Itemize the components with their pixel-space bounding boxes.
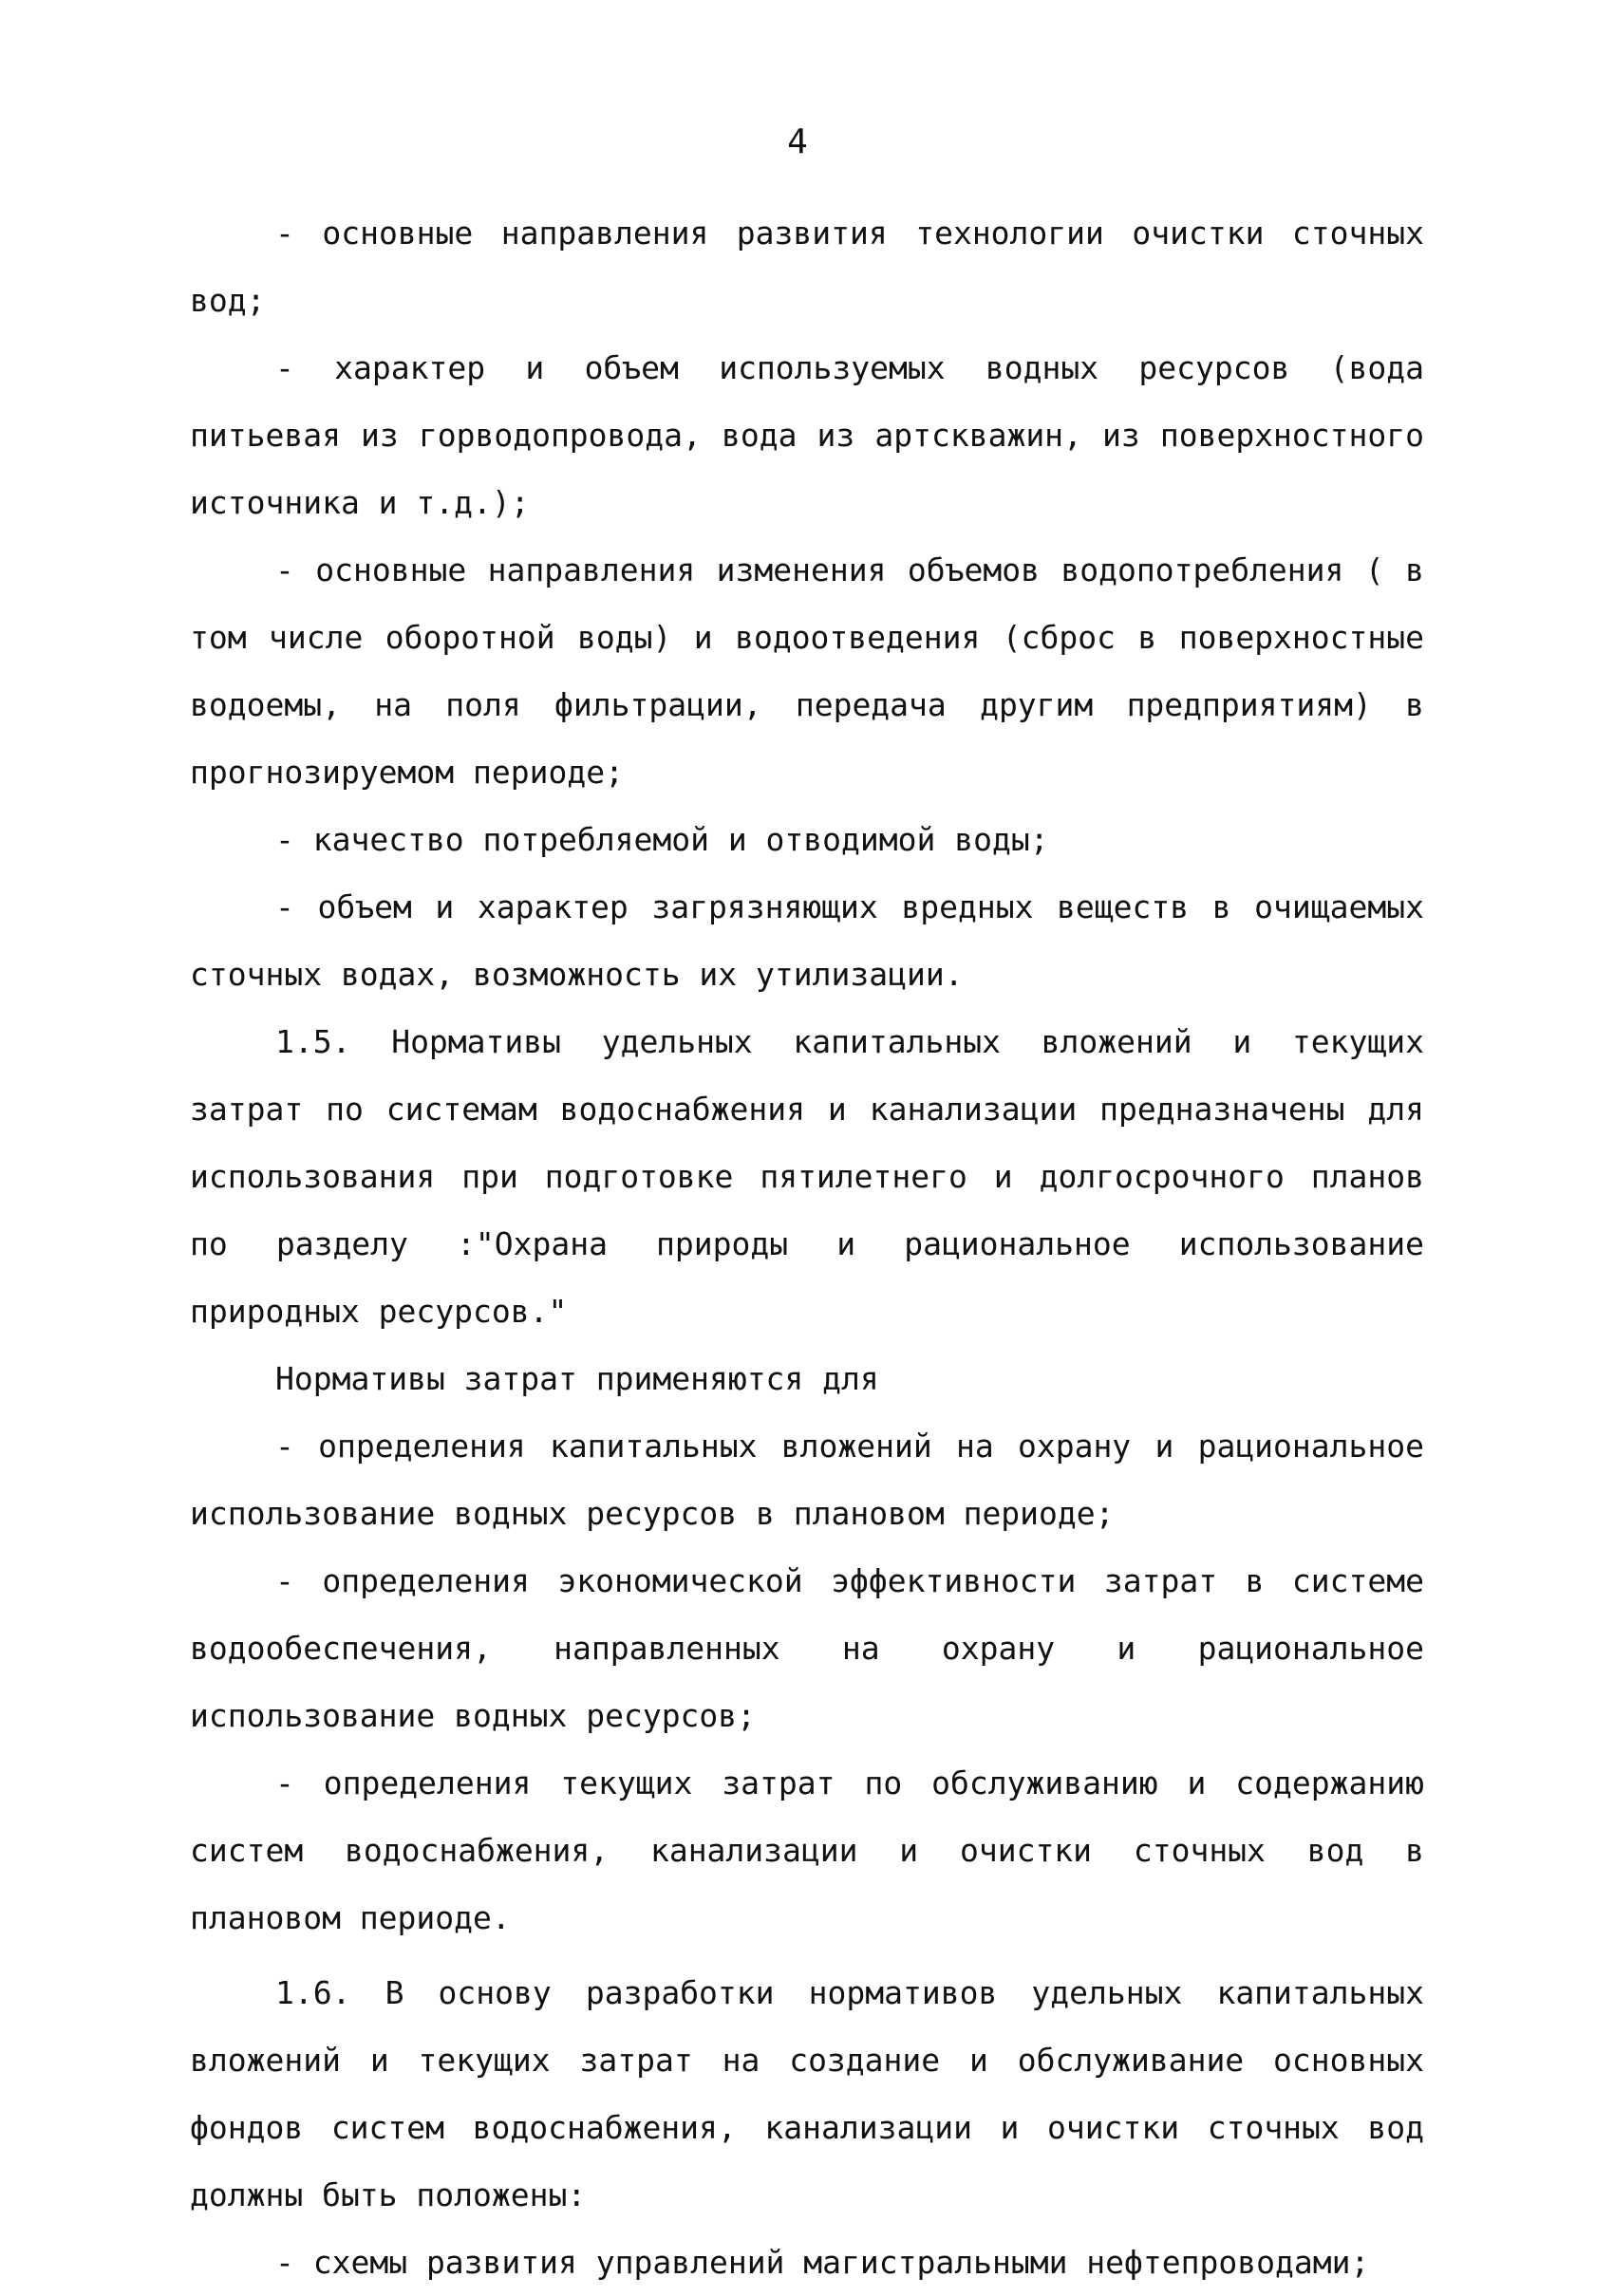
paragraph-capital-investments: - определения капитальных вложений на охрану и рациональное использование водных ресурсов в плановом периоде;: [190, 1428, 1424, 1532]
paragraph-section-1-6: 1.6. В основу разработки нормативов удельных капитальных вложений и текущих затрат на создание и обслуживание основных фондов систем водоснабжения, канализации и очистки сточных вод должны быть положены:: [190, 1974, 1424, 2213]
paragraph-water-quality: - качество потребляемой и отводимой воды;: [275, 821, 1049, 858]
paragraph-water-resources: - характер и объем используемых водных ресурсов (вода питьевая из горводопровода, вода из артскважин, из поверхностного источника и т.д.);: [190, 349, 1424, 521]
paragraph-economic-efficiency: - определения экономической эффективности затрат в системе водообеспечения, направленных на охрану и рациональное использование водных ресурсов;: [190, 1562, 1424, 1734]
paragraph-section-1-5: 1.5. Нормативы удельных капитальных вложений и текущих затрат по системам водоснабжения и канализации предназначены для использования при подготовке пятилетнего и долгосрочного планов по разделу :"Охрана природы и рациональное использование природных ресурсов.": [190, 1023, 1424, 1330]
document-body: [190, 199, 1424, 2296]
paragraph-pollutants: - объем и характер загрязняющих вредных веществ в очищаемых сточных водах, возможность их утилизации.: [190, 888, 1424, 993]
paragraph-norms-applied: Нормативы затрат применяются для: [275, 1360, 879, 1397]
paragraph-consumption-changes: - основные направления изменения объемов водопотребления ( в том числе оборотной воды) и водоотведения (сброс в поверхностные водоемы, на поля фильтрации, передача другим предприятиям) в прогнозируемом периоде;: [190, 551, 1424, 791]
paragraph-current-costs: - определения текущих затрат по обслуживанию и содержанию систем водоснабжения, канализации и очистки сточных вод в плановом периоде.: [190, 1764, 1424, 1936]
paragraph-tech-directions: - основные направления развития технологии очистки сточных вод;: [190, 215, 1424, 319]
page-number: 4: [787, 122, 808, 161]
paragraph-pipeline-schemes: - схемы развития управлений магистральными нефтепроводами;: [275, 2244, 1370, 2281]
